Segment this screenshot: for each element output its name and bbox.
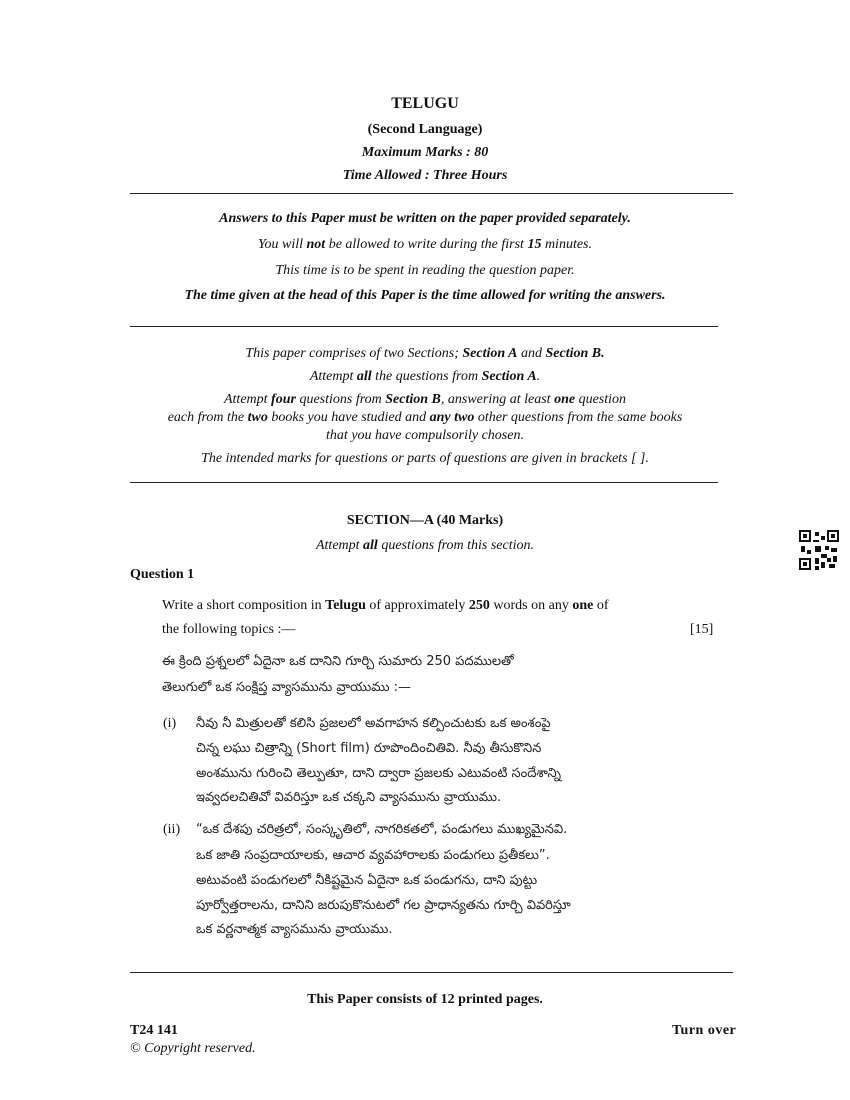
item-2-number: (ii) [163, 822, 181, 837]
section-a-instruction: Attempt all questions from this section. [315, 538, 535, 553]
telugu-intro-line-1: ఈ క్రింది ప్రశ్నలలో ఏదైనా ఒక దానిని గూర్చి సుమారు 250 పదములతో [162, 654, 514, 669]
notice-line-1: Answers to this Paper must be written on the paper provided separately. [219, 211, 631, 226]
page-count-note: This Paper consists of 12 printed pages. [307, 992, 543, 1007]
copyright-note: © Copyright reserved. [130, 1041, 256, 1056]
maximum-marks: Maximum Marks : 80 [361, 145, 489, 160]
divider-2 [130, 326, 718, 327]
instruction-line-3: Attempt four questions from Section B, answering at least one question [223, 392, 627, 407]
instruction-line-2: Attempt all the questions from Section A. [309, 369, 541, 384]
divider-bottom [130, 972, 733, 973]
item-1-line-1: నీవు నీ మిత్రులతో కలిసి ప్రజలలో అవగాహన కల్పించుటకు ఒక అంశంపై [196, 716, 551, 731]
item-2-line-3: అటువంటి పండుగలలో నీకిష్టమైన ఏదైనా ఒక పండుగను, దాని పుట్టు [196, 873, 538, 888]
item-2-line-1: “ఒక దేశపు చరిత్రలో, సంస్కృతిలో, నాగరికతలో, పండుగలు ముఖ్యమైనవి. [196, 822, 568, 837]
item-1-line-4: ఇవ్వదలచితివో వివరిస్తూ ఒక చక్కని వ్యాసమును వ్రాయుము. [196, 790, 502, 805]
item-1-number: (i) [163, 716, 177, 731]
section-a-title: SECTION—A (40 Marks) [346, 513, 504, 528]
item-1-line-2: చిన్న లఘు చిత్రాన్ని (Short film) రూపొందించితివి. నీవు తీసుకొనిన [196, 741, 542, 756]
question-1-marks: [15] [690, 622, 714, 637]
telugu-intro-line-2: తెలుగులో ఒక సంక్షిప్త వ్యాసమును వ్రాయుము :— [162, 680, 412, 695]
instruction-line-6: The intended marks for questions or parts of questions are given in brackets [ ]. [201, 451, 649, 466]
instruction-line-1: This paper comprises of two Sections; Section A and Section B. [245, 346, 605, 361]
instruction-line-4: each from the two books you have studied and any two other questions from the same books [167, 410, 683, 425]
notice-line-4: The time given at the head of this Paper is the time allowed for writing the answers. [184, 288, 666, 303]
paper-title: TELUGU [391, 95, 459, 112]
paper-subtitle: (Second Language) [367, 122, 483, 137]
time-allowed: Time Allowed : Three Hours [342, 168, 508, 183]
turn-over-note: Turn over [672, 1023, 737, 1038]
item-1-line-3: అంశమును గురించి తెల్పుతూ, దాని ద్వారా ప్రజలకు ఎటువంటి సందేశాన్ని [196, 766, 562, 781]
question-1-prompt-line-2: the following topics :— [162, 622, 296, 637]
divider-3 [130, 482, 718, 483]
question-1-prompt-line-1: Write a short composition in Telugu of approximately 250 words on any one of [162, 598, 609, 613]
notice-line-3: This time is to be spent in reading the question paper. [275, 263, 575, 278]
question-1-label: Question 1 [130, 567, 195, 582]
item-2-line-2: ఒక జాతి సంప్రదాయాలకు, ఆచార వ్యవహారాలకు పండుగలు ప్రతీకలు”. [196, 848, 550, 863]
paper-code: T24 141 [130, 1023, 178, 1038]
item-2-line-4: పూర్వోత్తరాలను, దానిని జరుపుకొనుటలో గల ప్రాధాన్యతను గూర్చి వివరిస్తూ [196, 898, 571, 913]
notice-line-2: You will not be allowed to write during the first 15 minutes. [258, 237, 592, 252]
qr-code-icon [799, 530, 839, 570]
divider-top [130, 193, 733, 194]
instruction-line-5: that you have compulsorily chosen. [326, 428, 524, 443]
item-2-line-5: ఒక వర్ణనాత్మక వ్యాసమును వ్రాయుము. [196, 922, 393, 937]
